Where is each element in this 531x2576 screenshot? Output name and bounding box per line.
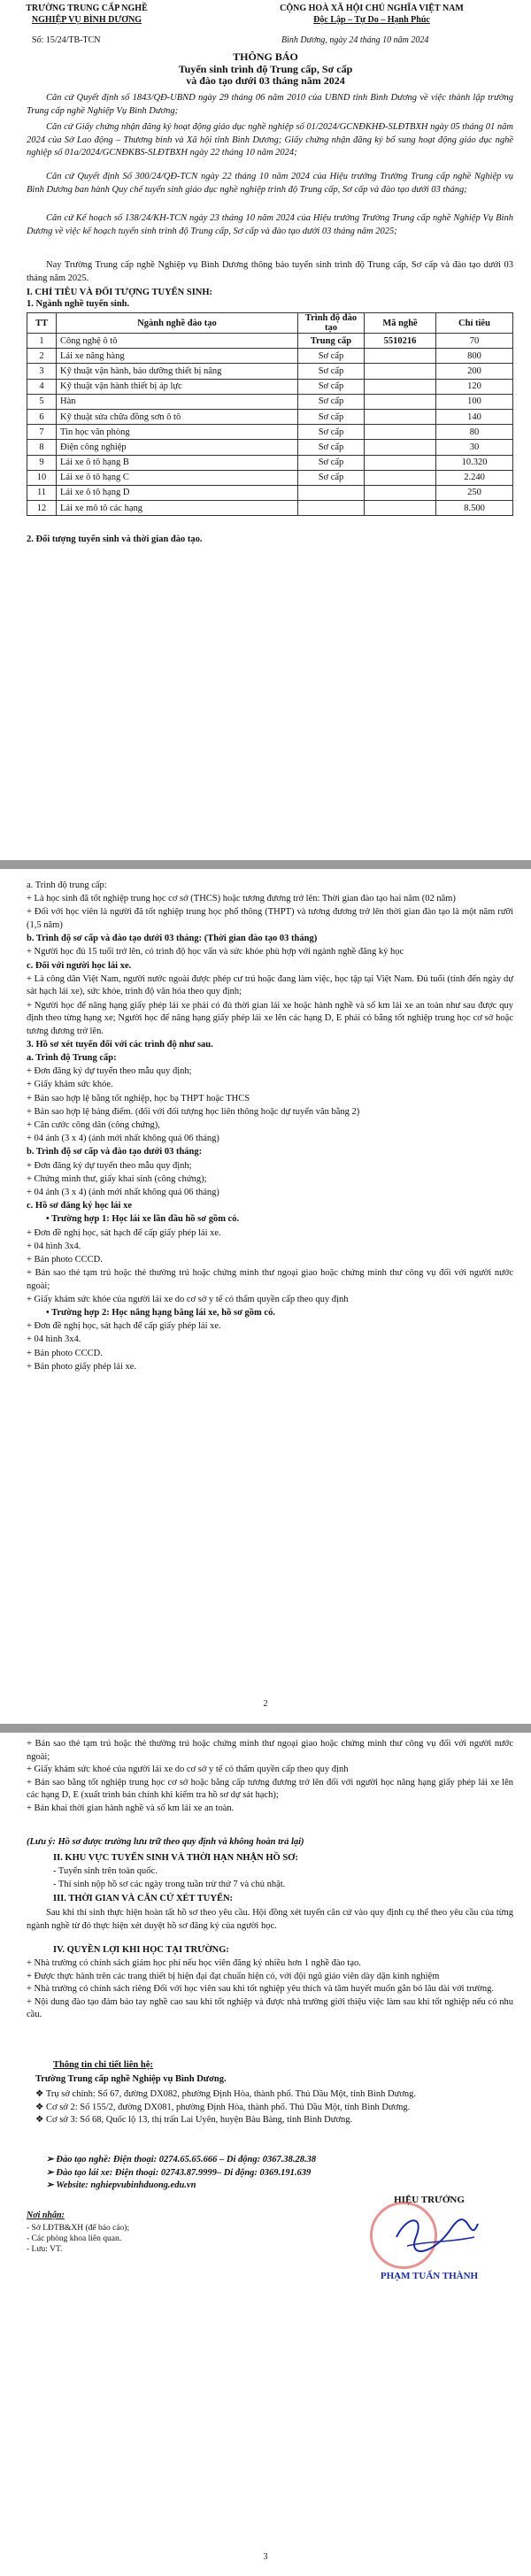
cell-tt: 2 bbox=[27, 349, 57, 364]
contact-list bbox=[35, 2154, 513, 2193]
table-row bbox=[27, 501, 513, 516]
document-title bbox=[0, 51, 531, 88]
requirement-line: + Bản khai thời gian hành nghề và số km lái xe an toàn. bbox=[27, 1803, 235, 1813]
cell-program: Hàn bbox=[57, 394, 298, 409]
contact-title: Thông tin chi tiết liên hệ: bbox=[53, 2060, 153, 2070]
section-2-line: - Tuyển sinh trên toàn quốc. bbox=[53, 1866, 158, 1876]
page2-line: c. Đối với người học lái xe. bbox=[27, 960, 132, 971]
recipients-title: Nơi nhận: bbox=[27, 2211, 65, 2220]
cell-quota: 120 bbox=[436, 379, 513, 394]
requirement-line: + Giấy khám sức khoẻ của người lái xe do cơ sở y tế có thẩm quyền cấp theo quy định bbox=[27, 1765, 349, 1775]
preamble-4: Căn cứ Kế hoạch số 138/24/KH-TCN ngày 23 tháng 10 năm 2024 của Hiệu trưởng Trường Trung cấp nghề Nghiệp Vụ Bình Dương về việc kế hoạch tuyển sinh trình độ Trung cấp, Sơ cấp và đào tạo dưới 03 tháng năm 2025; bbox=[27, 213, 513, 236]
page2-line: + Bản sao thẻ tạm trú hoặc thẻ thường trú hoặc chứng minh thư ngoại giao hoặc chứng minh thư công vụ đối với người nước ngoài; bbox=[27, 1268, 513, 1291]
cell-quota: 70 bbox=[436, 334, 513, 349]
cell-program: Lái xe ô tô hạng B bbox=[57, 455, 298, 470]
page2-line: + Giấy khám sức khỏe của người lái xe do cơ sở y tế có thẩm quyền cấp theo quy định bbox=[27, 1294, 349, 1304]
section-1-1-heading: 1. Ngành nghề tuyển sinh. bbox=[27, 299, 130, 309]
benefit-line: + Nhà trường có chính sách giảm học phí nếu học viên đăng ký nhiều hơn 1 nghề đào tạo. bbox=[27, 1958, 361, 1968]
section-4-heading: IV. QUYỀN LỢI KHI HỌC TẠI TRƯỜNG: bbox=[53, 1945, 229, 1955]
page2-line: + Đơn đề nghị học, sát hạch để cấp giấy phép lái xe. bbox=[27, 1227, 221, 1238]
cell-tt: 3 bbox=[27, 364, 57, 379]
cell-program: Lái xe ô tô hạng C bbox=[57, 470, 298, 485]
cell-program: Lái xe ô tô hạng D bbox=[57, 485, 298, 500]
section-2-heading: II. KHU VỰC TUYỂN SINH VÀ THỜI HẠN NHẬN HỒ SƠ: bbox=[53, 1853, 298, 1863]
page2-line: + Người học đủ 15 tuổi trở lên, có trình độ học vấn và sức khỏe phù hợp với ngành nghề đăng ký học bbox=[27, 947, 404, 957]
address-list bbox=[35, 2088, 513, 2127]
page2-line: + Bản sao hợp lệ bằng tốt nghiệp, học bạ THPT hoặc THCS bbox=[27, 1093, 250, 1103]
preamble-3: Căn cứ Quyết định Số 300/24/QĐ-TCN ngày 22 tháng 10 năm 2024 của Hiệu trưởng Trường Trung cấp nghề Nghiệp vụ Bình Dương ban hành Quy chế tuyển sinh giáo dục nghề nghiệp trình độ Trung cấp, Sơ cấp và đào tạo dưới 03 tháng; bbox=[27, 172, 513, 195]
section-2-content bbox=[53, 1865, 513, 1891]
cell-code bbox=[365, 440, 436, 455]
table-row bbox=[27, 334, 513, 349]
page-2-content bbox=[27, 880, 513, 1374]
cell-level bbox=[298, 501, 365, 516]
table-row bbox=[27, 349, 513, 364]
section-1-heading: I. CHỈ TIÊU VÀ ĐỐI TƯỢNG TUYỂN SINH: bbox=[27, 288, 213, 297]
section-3-heading: III. THỜI GIAN VÀ CĂN CỨ XÉT TUYỂN: bbox=[53, 1894, 234, 1903]
table-row bbox=[27, 364, 513, 379]
cell-code bbox=[365, 470, 436, 485]
page-number-2: 2 bbox=[263, 1699, 268, 1709]
school-line1: TRƯỜNG TRUNG CẤP NGHỀ bbox=[26, 4, 148, 13]
cell-code: 5510216 bbox=[365, 334, 436, 349]
preamble-2: Căn cứ Giấy chứng nhận đăng ký hoạt động giáo dục nghề nghiệp số 01/2024/GCNĐKHĐ-SLĐTBXH ngày 05 tháng 01 năm 2024 của Sở Lao động – Thương binh và Xã hội tỉnh Bình Dương; Giấy chứng nhận đăng ký bổ sung hoạt động giáo dục nghề nghiệp số 01a/2024/GCNĐKBS-SLĐTBXH ngày 22 tháng 10 năm 2024; bbox=[27, 122, 513, 158]
cell-code bbox=[365, 485, 436, 500]
page2-line: + Người học để nâng hạng giấy phép lái xe phải có đủ thời gian lái xe hoặc hành nghề và số km lái xe an toàn như sau được quy định theo từng hạng xe; Người học để nâng hạng giấy phép lái xe lên các hạng D, E phải có bằng tốt nghiệp trung học cơ sở hoặc tương đương trở lên. bbox=[27, 1000, 513, 1036]
contact-school-name: Trường Trung cấp nghề Nghiệp vụ Bình Dương. bbox=[35, 2074, 227, 2084]
cell-tt: 1 bbox=[27, 334, 57, 349]
note-line: (Lưu ý: Hồ sơ được trường lưu trữ theo quy định và không hoàn trả lại) bbox=[27, 1837, 304, 1847]
recipients-list bbox=[27, 2223, 129, 2255]
table-row bbox=[27, 409, 513, 424]
title-line3: và đào tạo dưới 03 tháng năm 2024 bbox=[186, 74, 345, 87]
page2-line: b. Trình độ sơ cấp và đào tạo dưới 03 tháng: bbox=[27, 1147, 203, 1157]
page2-line: 3. Hồ sơ xét tuyển đối với các trình độ như sau. bbox=[27, 1039, 213, 1050]
benefit-line: + Nội dung đào tạo đảm bảo tay nghề cao sau khi tốt nghiệp và được nhà trường giới thiệu việc làm sau khi tốt nghiệp nếu có nhu cầu. bbox=[27, 1996, 513, 2020]
cell-quota: 800 bbox=[436, 349, 513, 364]
document-number: Số: 15/24/TB-TCN bbox=[32, 35, 101, 45]
cell-quota: 100 bbox=[436, 394, 513, 409]
contact-line: ➢ Đào tạo lái xe: Điện thoại: 02743.87.9999– Di động: 0369.191.639 bbox=[46, 2167, 312, 2178]
page2-line: + Là công dân Việt Nam, người nước ngoài được phép cư trú hoặc đang làm việc, học tập tại Việt Nam. Đủ tuổi (tính đến ngày dự sát hạch lái xe), sức khỏe, trình độ văn hóa theo quy định; bbox=[27, 973, 513, 997]
address-line: ❖ Cơ sở 2: Số 155/2, đường DX081, phường Định Hòa, thành phố. Thủ Dầu Một, tỉnh Bình Dương. bbox=[35, 2102, 411, 2112]
page2-line: • Trường hợp 1: Học lái xe lần đầu hồ sơ gồm có. bbox=[46, 1214, 240, 1225]
page-3-requirements bbox=[27, 1738, 513, 1816]
cell-code bbox=[365, 501, 436, 516]
table-row bbox=[27, 425, 513, 440]
page2-line: + Đơn đăng ký dự tuyển theo mẫu quy định; bbox=[27, 1066, 192, 1077]
section-4-content bbox=[27, 1957, 513, 2022]
page2-line: + 04 hình 3x4. bbox=[27, 1241, 81, 1251]
page2-line: c. Hồ sơ đăng ký học lái xe bbox=[27, 1201, 132, 1211]
page2-line: a. Trình độ Trung cấp: bbox=[27, 1053, 117, 1064]
cell-quota: 10.320 bbox=[436, 455, 513, 470]
cell-code bbox=[365, 379, 436, 394]
table-row bbox=[27, 455, 513, 470]
page2-line: + Bản sao hợp lệ bảng điểm. (đối với đối tượng học liên thông hoặc dự tuyển văn bằng 2) bbox=[27, 1106, 360, 1117]
table-row bbox=[27, 485, 513, 500]
cell-program: Lái xe nâng hàng bbox=[57, 349, 298, 364]
section-2-line: - Thí sinh nộp hồ sơ các ngày trong tuần trừ thứ 7 và chủ nhật. bbox=[53, 1879, 286, 1889]
admission-table bbox=[27, 312, 513, 516]
signer-title: HIỆU TRƯỞNG bbox=[394, 2195, 465, 2205]
page2-line: a. Trình độ trung cấp: bbox=[27, 880, 107, 890]
page2-line: + Là học sinh đã tốt nghiệp trung học cơ sở (THCS) hoặc tương đương trở lên: Thời gian đào tạo hai năm (02 năm) bbox=[27, 894, 456, 904]
th-quota: Chỉ tiêu bbox=[436, 313, 513, 334]
cell-program: Điện công nghiệp bbox=[57, 440, 298, 455]
cell-tt: 9 bbox=[27, 455, 57, 470]
table-row bbox=[27, 394, 513, 409]
cell-quota: 8.500 bbox=[436, 501, 513, 516]
nation-line1: CỘNG HOÀ XÃ HỘI CHỦ NGHĨA VIỆT NAM bbox=[280, 4, 464, 13]
cell-tt: 7 bbox=[27, 425, 57, 440]
cell-code bbox=[365, 455, 436, 470]
cell-quota: 250 bbox=[436, 485, 513, 500]
table-row bbox=[27, 379, 513, 394]
cell-quota: 200 bbox=[436, 364, 513, 379]
cell-tt: 8 bbox=[27, 440, 57, 455]
page2-line: • Trường hợp 2: Học nâng hạng bằng lái xe, hồ sơ gồm có. bbox=[46, 1308, 275, 1319]
page2-line: + Bản photo giấy phép lái xe. bbox=[27, 1361, 137, 1372]
th-level: Trình độ đào tạo bbox=[298, 313, 365, 334]
document-date: Bình Dương, ngày 24 tháng 10 năm 2024 bbox=[281, 35, 429, 45]
table-header-row bbox=[27, 313, 513, 334]
address-line: ❖ Trụ sở chính: Số 67, đường DX082, phường Định Hòa, thành phố. Thủ Dầu Một, tỉnh Bình Dương. bbox=[35, 2089, 417, 2099]
page-1 bbox=[0, 0, 531, 860]
contact-line: ➢ Đào tạo nghề: Điện thoại: 0274.65.65.666 – Di động: 0367.38.28.38 bbox=[46, 2155, 317, 2165]
school-line2: NGHIỆP VỤ BÌNH DƯƠNG bbox=[31, 14, 142, 25]
cell-tt: 11 bbox=[27, 485, 57, 500]
school-name-header bbox=[7, 4, 166, 26]
table-body bbox=[27, 334, 513, 516]
cell-level: Sơ cấp bbox=[298, 455, 365, 470]
cell-level: Sơ cấp bbox=[298, 379, 365, 394]
intro-paragraph: Nay Trường Trung cấp nghề Nghiệp vụ Bình Dương thông báo tuyển sinh trình độ Trung cấp, Sơ cấp và đào tạo dưới 03 tháng năm 2025. bbox=[27, 260, 513, 283]
th-code: Mã nghề bbox=[365, 313, 436, 334]
th-tt: TT bbox=[27, 313, 57, 334]
cell-program: Kỹ thuật sửa chữa đồng sơn ô tô bbox=[57, 409, 298, 424]
cell-code bbox=[365, 409, 436, 424]
table-row bbox=[27, 440, 513, 455]
cell-code bbox=[365, 394, 436, 409]
benefit-line: + Được thực hành trên các trang thiết bị hiện đại đạt chuẩn hiện có, với đội ngũ giáo viên dày dặn kinh nghiệm bbox=[27, 1971, 440, 1981]
cell-tt: 10 bbox=[27, 470, 57, 485]
cell-tt: 5 bbox=[27, 394, 57, 409]
page-number-3: 3 bbox=[263, 2552, 268, 2562]
cell-level bbox=[298, 485, 365, 500]
address-line: ❖ Cơ sở 3: Số 68, Quốc lộ 13, thị trấn Lai Uyên, huyện Bàu Bàng, tỉnh Bình Dương. bbox=[35, 2115, 353, 2126]
section-1-2-heading: 2. Đối tượng tuyển sinh và thời gian đào tạo. bbox=[27, 534, 203, 544]
cell-code bbox=[365, 349, 436, 364]
section-3-text: Sau khi thí sinh thực hiện hoàn tất hồ sơ theo yêu cầu. Hội đồng xét tuyển căn cứ vào quy định cụ thể theo yêu cầu của từng ngành nghề từ đó thực hiện xét duyệt hồ sơ đăng ký của người học. bbox=[27, 1908, 513, 1931]
nation-line2: Độc Lập – Tự Do – Hạnh Phúc bbox=[313, 14, 430, 25]
page2-line: + Căn cước công dân (công chứng), bbox=[27, 1120, 160, 1130]
cell-quota: 80 bbox=[436, 425, 513, 440]
cell-program: Lái xe mô tô các hạng bbox=[57, 501, 298, 516]
signer-name: PHẠM TUẤN THÀNH bbox=[380, 2271, 479, 2281]
cell-level: Sơ cấp bbox=[298, 425, 365, 440]
recipient-line: - Sở LĐTB&XH (để báo cáo); bbox=[27, 2224, 130, 2233]
page2-line: + Bản photo CCCD. bbox=[27, 1348, 103, 1358]
cell-quota: 30 bbox=[436, 440, 513, 455]
th-program: Ngành nghề đào tạo bbox=[57, 313, 298, 334]
page2-line: + 04 ảnh (3 x 4) (ảnh mới nhất không quá 06 tháng) bbox=[27, 1187, 219, 1197]
cell-level: Sơ cấp bbox=[298, 470, 365, 485]
page2-line: + Đối với học viên là người đã tốt nghiệp trung học phổ thông (THPT) và tương đương trở lên thời gian đào tạo là một năm rưỡi (1,5 năm) bbox=[27, 907, 513, 930]
page2-line: b. Trình độ sơ cấp và đào tạo dưới 03 tháng: (Thời gian đào tạo 03 tháng) bbox=[27, 934, 318, 944]
cell-code bbox=[365, 364, 436, 379]
cell-level: Sơ cấp bbox=[298, 364, 365, 379]
cell-quota: 2.240 bbox=[436, 470, 513, 485]
benefit-line: + Nhà trường có chính sách riêng Đối với học viên sau khi tốt nghiệp yêu thích và tâm huyết muốn gắn bó lâu dài với trường. bbox=[27, 1984, 494, 1995]
cell-program: Tin học văn phòng bbox=[57, 425, 298, 440]
cell-tt: 4 bbox=[27, 379, 57, 394]
cell-tt: 6 bbox=[27, 409, 57, 424]
cell-level: Sơ cấp bbox=[298, 440, 365, 455]
table-row bbox=[27, 470, 513, 485]
national-motto bbox=[221, 4, 522, 26]
cell-program: Kỹ thuật vận hành thiết bị áp lực bbox=[57, 379, 298, 394]
page2-line: + Bản photo CCCD. bbox=[27, 1254, 103, 1265]
page-2 bbox=[0, 869, 531, 1724]
contact-line: ➢ Website: nghiepvubinhduong.edu.vn bbox=[46, 2180, 196, 2191]
page2-line: + 04 ảnh (3 x 4) (ảnh mới nhất không quá 06 tháng) bbox=[27, 1134, 219, 1144]
recipient-line: - Các phòng khoa liên quan. bbox=[27, 2234, 122, 2243]
page-3 bbox=[0, 1733, 531, 2576]
cell-program: Công nghệ ô tô bbox=[57, 334, 298, 349]
title-line2: Tuyển sinh trình độ Trung cấp, Sơ cấp bbox=[178, 62, 353, 75]
requirement-line: + Bản sao bằng tốt nghiệp trung học cơ sở hoặc bằng cấp tương đương trở lên đối với người học nâng hạng giấy phép lái xe lên các hạng D, E (xuất trình bản chính khi kiểm tra hồ sơ dự sát hạch); bbox=[27, 1777, 513, 1801]
page2-line: + 04 hình 3x4. bbox=[27, 1334, 81, 1345]
cell-program: Kỹ thuật vận hành, bảo dưỡng thiết bị nâng bbox=[57, 364, 298, 379]
cell-tt: 12 bbox=[27, 501, 57, 516]
cell-level: Sơ cấp bbox=[298, 394, 365, 409]
cell-level: Sơ cấp bbox=[298, 409, 365, 424]
title-line1: THÔNG BÁO bbox=[233, 50, 298, 63]
cell-level: Sơ cấp bbox=[298, 349, 365, 364]
page2-line: + Đơn đăng ký dự tuyển theo mẫu quy định; bbox=[27, 1160, 192, 1171]
preamble-1: Căn cứ Quyết định số 1843/QĐ-UBND ngày 29 tháng 06 năm 2010 của UBND tỉnh Bình Dương về việc thành lập trường Trung cấp nghề Nghiệp Vụ Bình Dương; bbox=[27, 93, 513, 116]
cell-level: Trung cấp bbox=[298, 334, 365, 349]
cell-code bbox=[365, 425, 436, 440]
signature bbox=[389, 2211, 487, 2264]
requirement-line: + Bản sao thẻ tạm trú hoặc thẻ thường trú hoặc chứng minh thư ngoại giao hoặc chứng minh thư công vụ đối với người nước ngoài; bbox=[27, 1739, 513, 1762]
page2-line: + Chứng minh thư, giấy khai sinh (công chứng); bbox=[27, 1173, 207, 1184]
page2-line: + Đơn đề nghị học, sát hạch để cấp giấy phép lái xe. bbox=[27, 1321, 221, 1332]
cell-quota: 140 bbox=[436, 409, 513, 424]
recipient-line: - Lưu: VT. bbox=[27, 2245, 63, 2254]
page2-line: + Giấy khám sức khỏe. bbox=[27, 1080, 113, 1090]
